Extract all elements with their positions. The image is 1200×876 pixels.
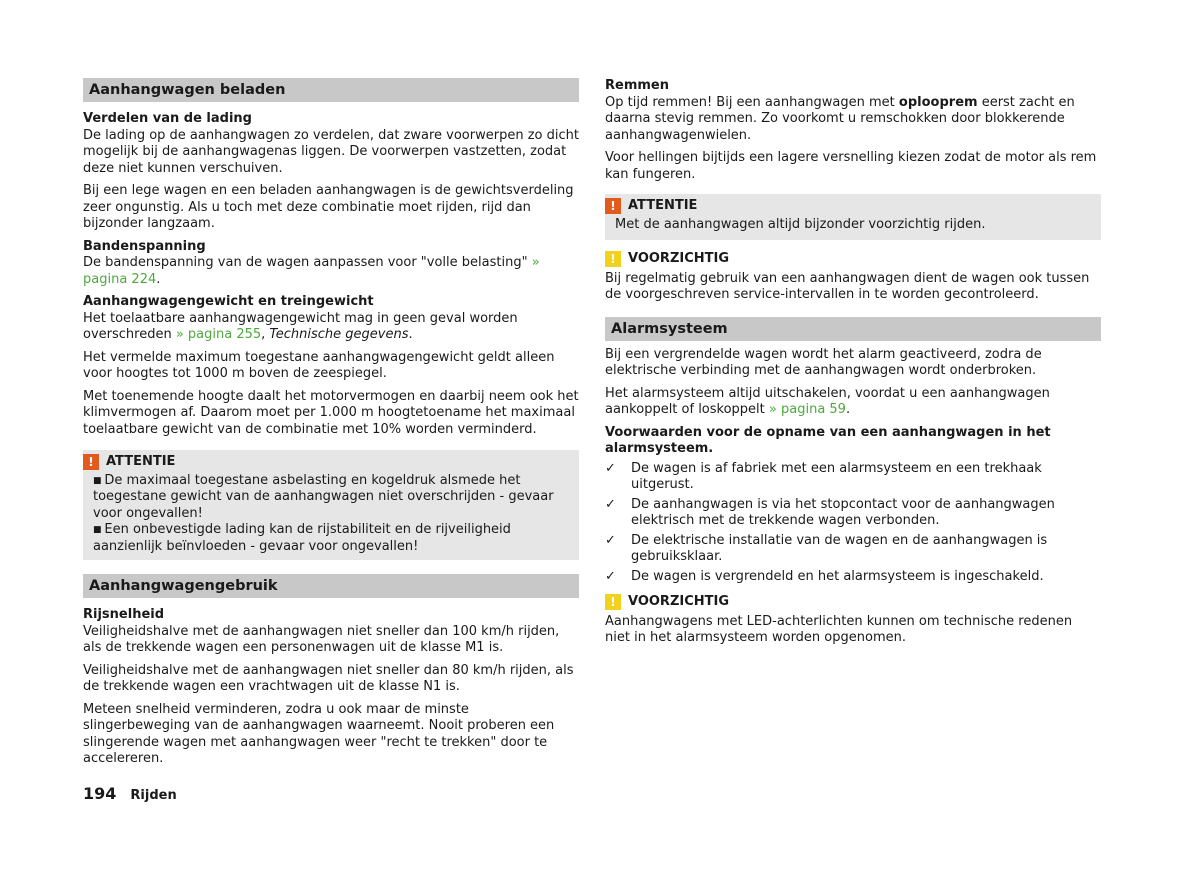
right-column xyxy=(605,78,1101,653)
paragraph: De bandenspanning van de wagen aanpassen voor "volle belasting" » pagina 224. xyxy=(83,255,540,287)
paragraph: Veiligheidshalve met de aanhangwagen niet sneller dan 100 km/h rijden, als de trekkende wagen een personenwagen uit de klasse M1 is. xyxy=(83,623,560,655)
paragraph: Op tijd remmen! Bij een aanhangwagen met oplooprem eerst zacht en daarna stevig remmen. Zo voorkomt u remschokken door blokkerende aanhangwagenwielen. xyxy=(605,94,1075,143)
page-link[interactable]: » pagina 224 xyxy=(83,255,540,287)
page-footer xyxy=(83,786,177,805)
attention-box xyxy=(605,194,1101,240)
attention-bullet: ■ De maximaal toegestane asbelasting en kogeldruk alsmede het toegestane gewicht van de aanhangwagen niet overschrijden - gevaar voor ongevallen! xyxy=(93,473,569,523)
page-number: 194 xyxy=(83,784,117,803)
caution-icon: ! xyxy=(605,594,621,610)
list-item: ✓ De wagen is vergrendeld en het alarmsysteem is ingeschakeld. xyxy=(605,568,1044,584)
paragraph: Met toenemende hoogte daalt het motorvermogen en daarbij neem ook het klimvermogen af. Daarom moet per 1.000 m hoogtetoename het maximaal toelaatbare gewicht van de combinatie met 10% worden verminderd. xyxy=(83,388,579,437)
section-title-aanhangwagen-beladen: Aanhangwagen beladen xyxy=(83,78,579,102)
attention-text: Met de aanhangwagen altijd bijzonder voorzichtig rijden. xyxy=(615,216,986,232)
check-icon: ✓ xyxy=(605,568,616,584)
subheading-bandenspanning: Bandenspanning xyxy=(83,238,206,254)
check-icon: ✓ xyxy=(605,460,616,476)
list-item: ✓ De wagen is af fabriek met een alarmsysteem en een trekhaak uitgerust. xyxy=(605,460,1042,492)
attention-title: ATTENTIE xyxy=(106,454,176,469)
list-item: ✓ De aanhangwagen is via het stopcontact voor de aanhangwagen elektrisch met de trekkende wagen verbonden. xyxy=(605,496,1055,528)
section-title-aanhangwagengebruik: Aanhangwagengebruik xyxy=(83,574,579,598)
paragraph: De lading op de aanhangwagen zo verdelen, dat zware voorwerpen zo dicht mogelijk bij de aanhangwagenas liggen. De voorwerpen vastzetten, zodat deze niet kunnen verschuiven. xyxy=(83,127,579,176)
chapter-title: Rijden xyxy=(130,788,177,803)
caution-title: VOORZICHTIG xyxy=(628,251,730,266)
paragraph: Meteen snelheid verminderen, zodra u ook maar de minste slingerbeweging van de aanhangwagen waarneemt. Nooit proberen een slingerende wagen met aanhangwagen weer "recht te trekken" door te accelereren. xyxy=(83,701,555,766)
conditions-heading: Voorwaarden voor de opname van een aanhangwagen in het alarmsysteem. xyxy=(605,424,1051,456)
left-column xyxy=(83,78,579,774)
warning-icon: ! xyxy=(83,454,99,470)
caution-text: Aanhangwagens met LED-achterlichten kunnen om technische redenen niet in het alarmsysteem worden opgenomen. xyxy=(605,613,1073,645)
caution-text: Bij regelmatig gebruik van een aanhangwagen dient de wagen ook tussen de voorgeschreven service-intervallen in te worden gecontroleerd. xyxy=(605,270,1090,302)
warning-icon: ! xyxy=(605,198,621,214)
paragraph: Bij een vergrendelde wagen wordt het alarm geactiveerd, zodra de elektrische verbinding met de aanhangwagen wordt onderbroken. xyxy=(605,346,1042,378)
page-link[interactable]: » pagina 255 xyxy=(175,327,262,342)
section-title-alarmsysteem: Alarmsysteem xyxy=(605,317,1101,341)
subheading-remmen: Remmen xyxy=(605,78,669,93)
subheading-verdelen: Verdelen van de lading xyxy=(83,111,252,126)
subheading-rijsnelheid: Rijsnelheid xyxy=(83,607,165,622)
paragraph: Bij een lege wagen en een beladen aanhangwagen is de gewichtsverdeling zeer ongunstig. Als u toch met deze combinatie moet rijden, rijd dan bijzonder langzaam. xyxy=(83,183,574,231)
paragraph: Veiligheidshalve met de aanhangwagen niet sneller dan 80 km/h rijden, als de trekkende wagen een vrachtwagen uit de klasse N1 is. xyxy=(83,662,574,694)
list-item: ✓ De elektrische installatie van de wagen en de aanhangwagen is gebruiksklaar. xyxy=(605,532,1048,564)
attention-box xyxy=(83,450,579,560)
paragraph: Het alarmsysteem altijd uitschakelen, voordat u een aanhangwagen aankoppelt of loskoppelt » pagina 59. xyxy=(605,385,1050,417)
paragraph: Het toelaatbare aanhangwagengewicht mag in geen geval worden overschreden » pagina 255, Technische gegevens. xyxy=(83,310,518,342)
conditions-list xyxy=(605,461,1101,586)
page-link[interactable]: » pagina 59 xyxy=(768,402,846,417)
check-icon: ✓ xyxy=(605,496,616,512)
caution-title: VOORZICHTIG xyxy=(628,594,730,609)
subheading-aanhangwagengewicht: Aanhangwagengewicht en treingewicht xyxy=(83,294,374,309)
check-icon: ✓ xyxy=(605,532,616,548)
attention-bullet: ■ Een onbevestigde lading kan de rijstabiliteit en de rijveiligheid aanzienlijk beïnvloeden - gevaar voor ongevallen! xyxy=(93,522,569,555)
caution-icon: ! xyxy=(605,251,621,267)
paragraph: Het vermelde maximum toegestane aanhangwagengewicht geldt alleen voor hoogtes tot 1000 m boven de zeespiegel. xyxy=(83,349,555,381)
attention-title: ATTENTIE xyxy=(628,198,698,213)
paragraph: Voor hellingen bijtijds een lagere versnelling kiezen zodat de motor als rem kan fungeren. xyxy=(605,150,1097,182)
